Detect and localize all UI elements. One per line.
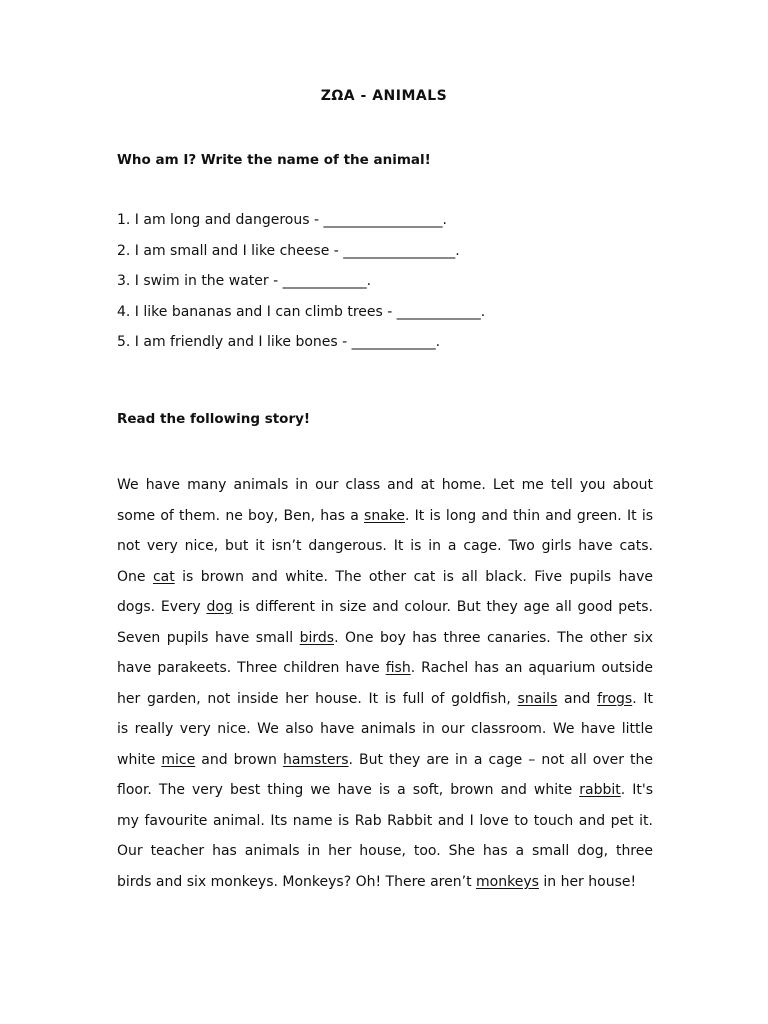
story-text: have parakeets. Three children have bbox=[117, 660, 386, 676]
story-text: birds and six monkeys. Monkeys? Oh! There aren’t bbox=[117, 873, 477, 890]
story-text: some of them. ne boy, Ben, has a bbox=[117, 507, 365, 524]
story-text: . It bbox=[632, 690, 653, 707]
underlined-animal-word: monkeys bbox=[476, 873, 539, 890]
story-line bbox=[117, 836, 653, 867]
question-item: 1. I am long and dangerous - _________________. bbox=[117, 212, 447, 228]
story-text: Our teacher has animals in her house, too. She has a small dog, three bbox=[117, 843, 653, 859]
story-line bbox=[117, 745, 653, 776]
story-text: is really very nice. We also have animals in our classroom. We have little bbox=[117, 721, 653, 737]
story-line bbox=[117, 806, 653, 837]
underlined-animal-word: mice bbox=[161, 751, 196, 768]
question-item: 2. I am small and I like cheese - ________________. bbox=[117, 242, 460, 259]
underlined-animal-word: rabbit bbox=[579, 782, 621, 798]
story-text: her garden, not inside her house. It is full of goldfish, bbox=[117, 690, 518, 707]
underlined-animal-word: cat bbox=[152, 568, 175, 585]
story-text: dogs. Every bbox=[117, 599, 207, 615]
story-paragraph bbox=[117, 470, 653, 897]
underlined-animal-word: fish bbox=[385, 660, 411, 676]
page-title: ΖΩΑ - ANIMALS bbox=[320, 88, 448, 104]
story-text: . It is long and thin and green. It is bbox=[405, 507, 653, 524]
question-item: 4. I like bananas and I can climb trees - ____________. bbox=[117, 303, 486, 320]
story-line bbox=[117, 867, 653, 898]
underlined-animal-word: snake bbox=[364, 507, 405, 524]
story-text: . Rachel has an aquarium outside bbox=[410, 660, 653, 676]
story-line bbox=[117, 775, 653, 806]
section-heading-who-am-i: Who am I? Write the name of the animal! bbox=[117, 152, 431, 168]
story-line bbox=[117, 714, 653, 745]
underlined-animal-word: frogs bbox=[597, 690, 633, 707]
story-text: Seven pupils have small bbox=[117, 629, 300, 646]
story-text: . One boy has three canaries. The other six bbox=[334, 629, 653, 646]
story-text: and brown bbox=[195, 751, 283, 768]
story-text: is different in size and colour. But they age all good pets. bbox=[232, 599, 653, 615]
question-item: 3. I swim in the water - ____________. bbox=[117, 273, 372, 289]
story-text: . It's bbox=[620, 782, 653, 798]
story-line bbox=[117, 501, 653, 532]
story-text: white bbox=[117, 751, 162, 768]
question-list bbox=[117, 210, 485, 363]
story-line bbox=[117, 470, 653, 501]
story-text: . But they are in a cage – not all over the bbox=[348, 751, 653, 768]
underlined-animal-word: snails bbox=[517, 690, 558, 707]
story-line bbox=[117, 623, 653, 654]
story-line bbox=[117, 653, 653, 684]
story-text: One bbox=[117, 568, 153, 585]
underlined-animal-word: dog bbox=[206, 599, 233, 615]
story-line bbox=[117, 531, 653, 562]
story-text: my favourite animal. Its name is Rab Rabbit and I love to touch and pet it. bbox=[117, 812, 653, 829]
section-heading-story: Read the following story! bbox=[117, 411, 311, 427]
story-text: floor. The very best thing we have is a soft, brown and white bbox=[117, 782, 580, 798]
story-line bbox=[117, 684, 653, 715]
story-text: in her house! bbox=[538, 873, 637, 890]
underlined-animal-word: birds bbox=[299, 629, 335, 646]
story-text: is brown and white. The other cat is all black. Five pupils have bbox=[174, 568, 653, 585]
story-line bbox=[117, 562, 653, 593]
story-line bbox=[117, 592, 653, 623]
story-text: We have many animals in our class and at home. Let me tell you about bbox=[117, 477, 653, 493]
question-item: 5. I am friendly and I like bones - ____________. bbox=[117, 334, 441, 350]
story-text: not very nice, but it isn’t dangerous. It is in a cage. Two girls have cats. bbox=[117, 538, 653, 554]
story-text: and bbox=[557, 690, 598, 707]
underlined-animal-word: hamsters bbox=[282, 751, 349, 768]
